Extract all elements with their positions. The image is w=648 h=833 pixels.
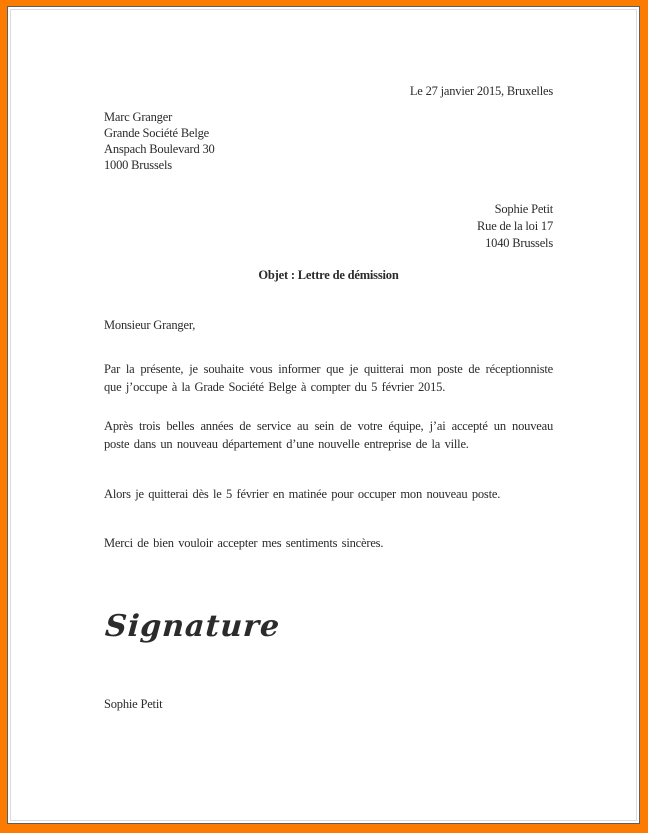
body-paragraph-2: Après trois belles années de service au sein de votre équipe, j’ai accepté un nouveau poste dans un nouveau département d’une nouvelle entreprise de la ville. — [104, 419, 553, 451]
body-paragraph-4: Merci de bien vouloir accepter mes sentiments sincères. — [104, 536, 384, 550]
subject-line: Objet : Lettre de démission — [258, 268, 399, 282]
sender-name: Marc Granger — [104, 110, 173, 124]
body-paragraph-1: Par la présente, je souhaite vous informer que je quitterai mon poste de réceptionniste que j’occupe à la Grade Société Belge à compter du 5 février 2015. — [104, 362, 553, 394]
sender-city: 1000 Brussels — [104, 158, 172, 172]
salutation: Monsieur Granger, — [104, 318, 196, 332]
recipient-address-block — [104, 201, 553, 252]
recipient-street: Rue de la loi 17 — [477, 219, 553, 233]
recipient-name: Sophie Petit — [494, 202, 553, 216]
date-line: Le 27 janvier 2015, Bruxelles — [409, 84, 553, 98]
letter-content — [8, 7, 639, 823]
signature-script: Signature — [104, 609, 282, 644]
letter-page — [7, 6, 640, 824]
sender-street: Anspach Boulevard 30 — [104, 142, 215, 156]
sender-company: Grande Société Belge — [104, 126, 209, 140]
body-paragraph-3: Alors je quitterai dès le 5 février en matinée pour occuper mon nouveau poste. — [104, 487, 501, 501]
sender-address-block — [104, 109, 553, 173]
recipient-city: 1040 Brussels — [485, 236, 553, 250]
signature-name: Sophie Petit — [104, 697, 163, 711]
